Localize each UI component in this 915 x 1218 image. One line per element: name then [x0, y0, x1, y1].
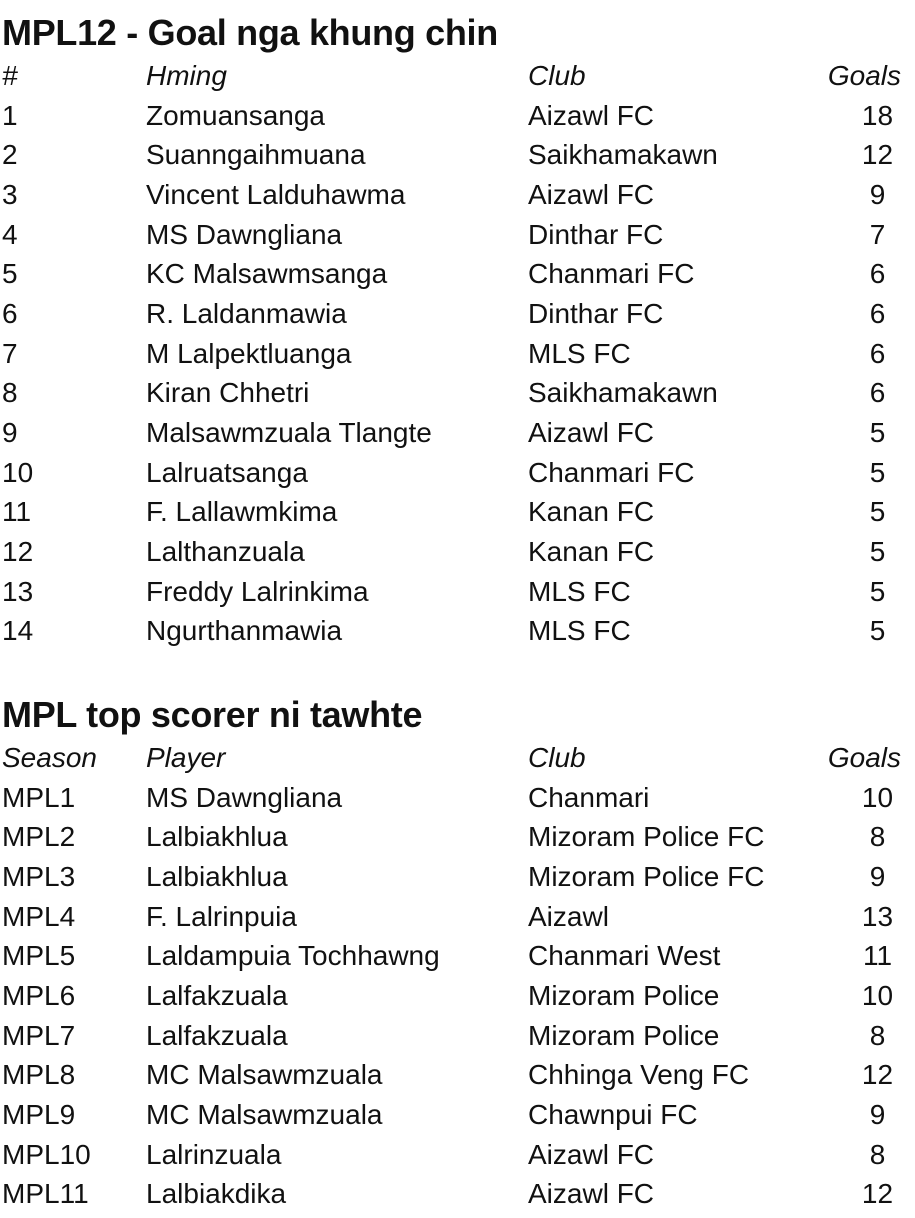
rank-cell: 5 [2, 258, 18, 290]
season-cell: MPL5 [2, 940, 76, 972]
table-row [0, 493, 915, 533]
rank-cell: 13 [2, 575, 34, 607]
table-row [0, 413, 915, 453]
goals-cell: 13 [861, 900, 894, 932]
club-cell: Chhinga Veng FC [528, 1059, 750, 1091]
table-row [0, 1056, 915, 1096]
rank-cell: 3 [2, 178, 18, 210]
player-name-cell: Kiran Chhetri [146, 377, 310, 409]
goals-cell: 11 [862, 940, 893, 972]
table-row [0, 778, 915, 818]
player-name-cell: KC Malsawmsanga [146, 258, 388, 290]
goals-cell: 5 [869, 536, 886, 568]
rank-cell: 14 [2, 615, 34, 647]
table-row [0, 1175, 915, 1215]
club-cell: Mizoram Police [528, 979, 720, 1011]
club-cell: Saikhamakawn [528, 377, 718, 409]
table-row [0, 215, 915, 255]
club-cell: Chanmari [528, 781, 650, 813]
club-cell: Kanan FC [528, 496, 655, 528]
rank-cell: 1 [2, 99, 18, 131]
goals-cell: 9 [869, 178, 886, 210]
player-name-cell: Lalrinzuala [146, 1138, 282, 1170]
history-table-header-row [0, 738, 915, 778]
table-row [0, 936, 915, 976]
player-name-cell: Vincent Lalduhawma [146, 178, 406, 210]
table-row [0, 135, 915, 175]
goals-cell: 12 [861, 1178, 894, 1210]
player-name-cell: Suanngaihmuana [146, 139, 366, 171]
club-column-header: Club [528, 59, 586, 91]
history-section [0, 692, 915, 1214]
club-cell: Chanmari FC [528, 258, 695, 290]
club-cell: Aizawl FC [528, 99, 655, 131]
club-cell: Kanan FC [528, 536, 655, 568]
goals-cell: 9 [869, 1099, 886, 1131]
goals-cell: 18 [861, 99, 894, 131]
rank-cell: 11 [2, 496, 32, 528]
club-cell: Dinthar FC [528, 297, 664, 329]
season-cell: MPL1 [2, 781, 76, 813]
table-row [0, 976, 915, 1016]
season-cell: MPL4 [2, 900, 76, 932]
goals-cell: 5 [869, 615, 886, 647]
goals-cell: 5 [869, 575, 886, 607]
goals-cell: 6 [869, 337, 886, 369]
table-row [0, 532, 915, 572]
table-row [0, 897, 915, 937]
club-cell: Saikhamakawn [528, 139, 718, 171]
player-name-cell: Lalthanzuala [146, 536, 305, 568]
club-cell: Chanmari West [528, 940, 721, 972]
player-name-cell: Lalruatsanga [146, 456, 308, 488]
club-column-header: Club [528, 741, 586, 773]
season-cell: MPL2 [2, 821, 76, 853]
table-row [0, 453, 915, 493]
table-row [0, 374, 915, 414]
rank-cell: 10 [2, 456, 34, 488]
player-name-cell: MS Dawngliana [146, 218, 343, 250]
goals-cell: 8 [869, 1138, 886, 1170]
season-cell: MPL10 [2, 1138, 91, 1170]
season-cell: MPL11 [2, 1178, 89, 1210]
table-row [0, 175, 915, 215]
goals-table-header-row [0, 56, 915, 96]
table-row [0, 1095, 915, 1135]
name-column-header: Hming [146, 59, 227, 91]
goals-cell: 10 [861, 979, 894, 1011]
club-cell: Aizawl FC [528, 1178, 655, 1210]
rank-cell: 6 [2, 297, 18, 329]
player-name-cell: Lalfakzuala [146, 1019, 288, 1051]
history-table [0, 738, 915, 1214]
goals-cell: 10 [861, 781, 894, 813]
goals-cell: 5 [869, 456, 886, 488]
player-name-cell: MS Dawngliana [146, 781, 343, 813]
table-row [0, 334, 915, 374]
club-cell: Aizawl [528, 900, 609, 932]
table-row [0, 612, 915, 652]
goals-section [0, 10, 915, 651]
rank-cell: 8 [2, 377, 18, 409]
table-row [0, 572, 915, 612]
goals-cell: 6 [869, 297, 886, 329]
player-name-cell: Lalfakzuala [146, 979, 288, 1011]
rank-cell: 12 [2, 536, 34, 568]
player-name-cell: Zomuansanga [146, 99, 326, 131]
club-cell: Mizoram Police [528, 1019, 720, 1051]
season-cell: MPL7 [2, 1019, 76, 1051]
goals-cell: 6 [869, 258, 886, 290]
club-cell: Chawnpui FC [528, 1099, 698, 1131]
goals-section-title: MPL12 - Goal nga khung chin [2, 12, 498, 53]
club-cell: Mizoram Police FC [528, 821, 765, 853]
player-name-cell: MC Malsawmzuala [146, 1099, 383, 1131]
player-name-cell: Lalbiakhlua [146, 860, 288, 892]
club-cell: Aizawl FC [528, 1138, 655, 1170]
history-section-title: MPL top scorer ni tawhte [2, 694, 423, 735]
goals-cell: 6 [869, 377, 886, 409]
rank-cell: 9 [2, 417, 18, 449]
player-name-cell: F. Lalrinpuia [146, 900, 297, 932]
player-column-header: Player [146, 741, 226, 773]
table-row [0, 817, 915, 857]
goals-column-header: Goals [827, 741, 901, 773]
goals-column-header: Goals [827, 59, 901, 91]
table-row [0, 96, 915, 136]
player-name-cell: Laldampuia Tochhawng [146, 940, 440, 972]
season-column-header: Season [2, 741, 97, 773]
rank-cell: 4 [2, 218, 18, 250]
player-name-cell: M Lalpektluanga [146, 337, 352, 369]
goals-table [0, 56, 915, 651]
player-name-cell: Malsawmzuala Tlangte [146, 417, 432, 449]
rank-column-header: # [2, 59, 18, 91]
club-cell: Aizawl FC [528, 417, 655, 449]
player-name-cell: F. Lallawmkima [146, 496, 338, 528]
club-cell: Mizoram Police FC [528, 860, 765, 892]
club-cell: Chanmari FC [528, 456, 695, 488]
club-cell: MLS FC [528, 337, 631, 369]
goals-cell: 5 [869, 496, 886, 528]
goals-cell: 12 [861, 1059, 894, 1091]
club-cell: MLS FC [528, 575, 631, 607]
goals-cell: 7 [869, 218, 886, 250]
season-cell: MPL6 [2, 979, 76, 1011]
season-cell: MPL3 [2, 860, 76, 892]
player-name-cell: Freddy Lalrinkima [146, 575, 369, 607]
rank-cell: 2 [2, 139, 18, 171]
table-row [0, 1135, 915, 1175]
player-name-cell: R. Laldanmawia [146, 297, 347, 329]
player-name-cell: Lalbiakhlua [146, 821, 288, 853]
season-cell: MPL9 [2, 1099, 76, 1131]
goals-cell: 9 [869, 860, 886, 892]
season-cell: MPL8 [2, 1059, 76, 1091]
club-cell: MLS FC [528, 615, 631, 647]
table-row [0, 857, 915, 897]
player-name-cell: Ngurthanmawia [146, 615, 343, 647]
club-cell: Aizawl FC [528, 178, 655, 210]
goals-cell: 5 [869, 417, 886, 449]
rank-cell: 7 [2, 337, 18, 369]
goals-cell: 12 [861, 139, 894, 171]
player-name-cell: MC Malsawmzuala [146, 1059, 383, 1091]
player-name-cell: Lalbiakdika [146, 1178, 287, 1210]
club-cell: Dinthar FC [528, 218, 664, 250]
table-row [0, 294, 915, 334]
table-row [0, 254, 915, 294]
goals-cell: 8 [869, 821, 886, 853]
goals-cell: 8 [869, 1019, 886, 1051]
table-row [0, 1016, 915, 1056]
